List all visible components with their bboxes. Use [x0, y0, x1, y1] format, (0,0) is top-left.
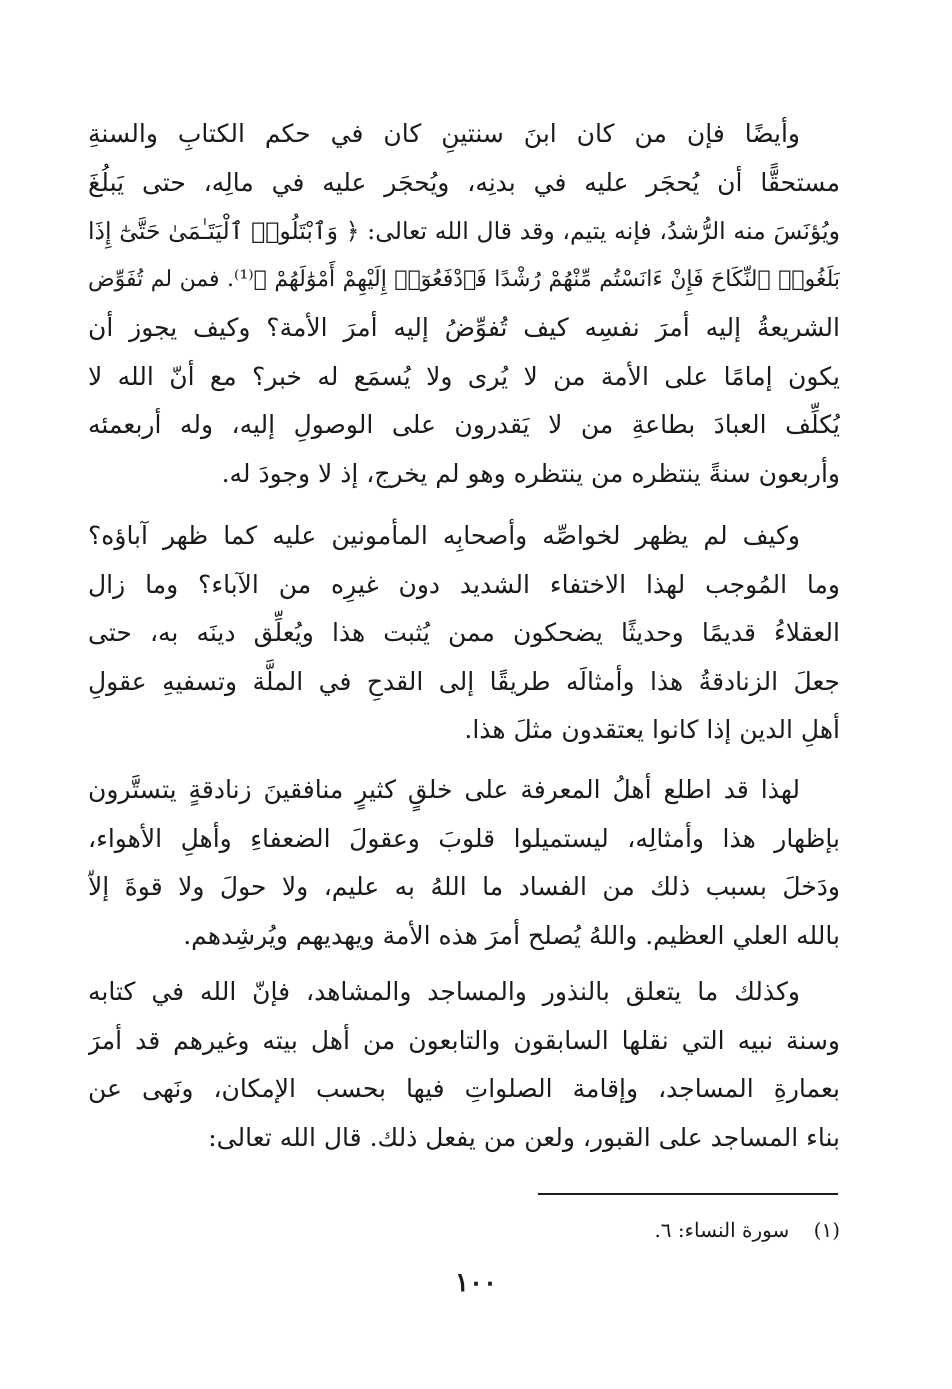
paragraph-2 [88, 512, 840, 755]
text-line: الشريعةُ إليه أمرَ نفسِه كيف تُفوِّضُ إليه أمرَ الأمة؟ وكيف يجوز أن [88, 313, 840, 342]
paragraph-1 [88, 110, 840, 498]
text-line: بعمارةِ المساجد، وإقامة الصلواتِ فيها بحسب الإمكان، ونَهى عن [88, 1074, 840, 1103]
text-line: بالله العلي العظيم. واللهُ يُصلح أمرَ هذه الأمة ويهديهم ويُرشِدهم. [183, 920, 840, 950]
text-line: ويُؤنَسَ منه الرُّشدُ، فإنه يتيم، وقد قال الله تعالى: ﴿ وَٱبْتَلُوا۟ ٱلْيَتَـٰمَىٰ حَتَّىٰٓ إِذَا [88, 217, 840, 245]
text-line: بإظهار هذا وأمثالِه، ليستميلوا قلوبَ وعقولَ الضعفاءِ وأهلِ الأهواء، [88, 823, 840, 853]
text-line: يكون إمامًا على الأمة من لا يُرى ولا يُسمَع له خبر؟ مع أنّ الله لا [88, 361, 840, 391]
text-line: وأيضًا فإن من كان ابنَ سنتينِ كان في حكم الكتابِ والسنةِ [88, 119, 800, 148]
text-line: بناء المساجد على القبور، ولعن من يفعل ذلك. قال الله تعالى: [208, 1122, 840, 1152]
text-line: أهلِ الدين إذا كانوا يعتقدون مثلَ هذا. [464, 715, 840, 744]
footnote-text: سورة النساء: ٦. [654, 1218, 790, 1242]
text-line: يُكلِّف العبادَ بطاعةِ من لا يَقدرون على الوصولِ إليه، وله أربعمئه [88, 410, 840, 439]
paragraph-4 [88, 968, 840, 1162]
footnote-separator [538, 1193, 838, 1195]
text-line: وأربعون سنةً ينتظره من ينتظره وهو لم يخرج، إذ لا وجودَ له. [221, 458, 840, 488]
text-line: العقلاءُ قديمًا وحديثًا يضحكون ممن يُثبت هذا ويُعلِّق دينَه به، حتى [88, 618, 840, 647]
text-line: مستحقًّا أن يُحجَر عليه في بدنِه، ويُحجَر عليه في مالِه، حتى يَبلُغَ [88, 167, 840, 197]
footnote [300, 1214, 840, 1246]
page-number: ١٠٠ [455, 1268, 497, 1298]
text-line: ودَخلَ بسبب ذلك من الفساد ما اللهُ به عليم، ولا حولَ ولا قوةَ إلاّ [88, 872, 840, 901]
text-line: وسنة نبيه التي نقلها السابقون والتابعون من أهل بيته وغيرهم قد أمرَ [88, 1025, 840, 1055]
footnote-marker: (١) [813, 1218, 840, 1242]
text-line: بَلَغُوا۟ ٱلنِّكَاحَ فَإِنْ ءَانَسْتُم مِّنْهُمْ رُشْدًا فَٱدْفَعُوٓا۟ إِلَيْهِمْ أَمْوَٰلَهُمْ ﴾⁽¹⁾. فمن لم تُفَوِّض [88, 266, 840, 292]
text-line: وكذلك ما يتعلق بالنذور والمساجد والمشاهد، فإنّ الله في كتابه [88, 977, 800, 1006]
text-line: وكيف لم يظهر لخواصِّه وأصحابِه المأمونين عليه كما ظهر آباؤه؟ [88, 521, 800, 550]
paragraph-3 [88, 766, 840, 960]
text-line: لهذا قد اطلع أهلُ المعرفة على خلقٍ كثيرٍ منافقينَ زنادقةٍ يتستَّرون [88, 775, 800, 804]
text-line: وما المُوجب لهذا الاختفاء الشديد دون غيرِه من الآباء؟ وما زال [88, 569, 840, 599]
text-line: جعلَ الزنادقةُ هذا وأمثالَه طريقًا إلى القدحِ في الملَّة وتسفيهِ عقولِ [88, 666, 840, 696]
